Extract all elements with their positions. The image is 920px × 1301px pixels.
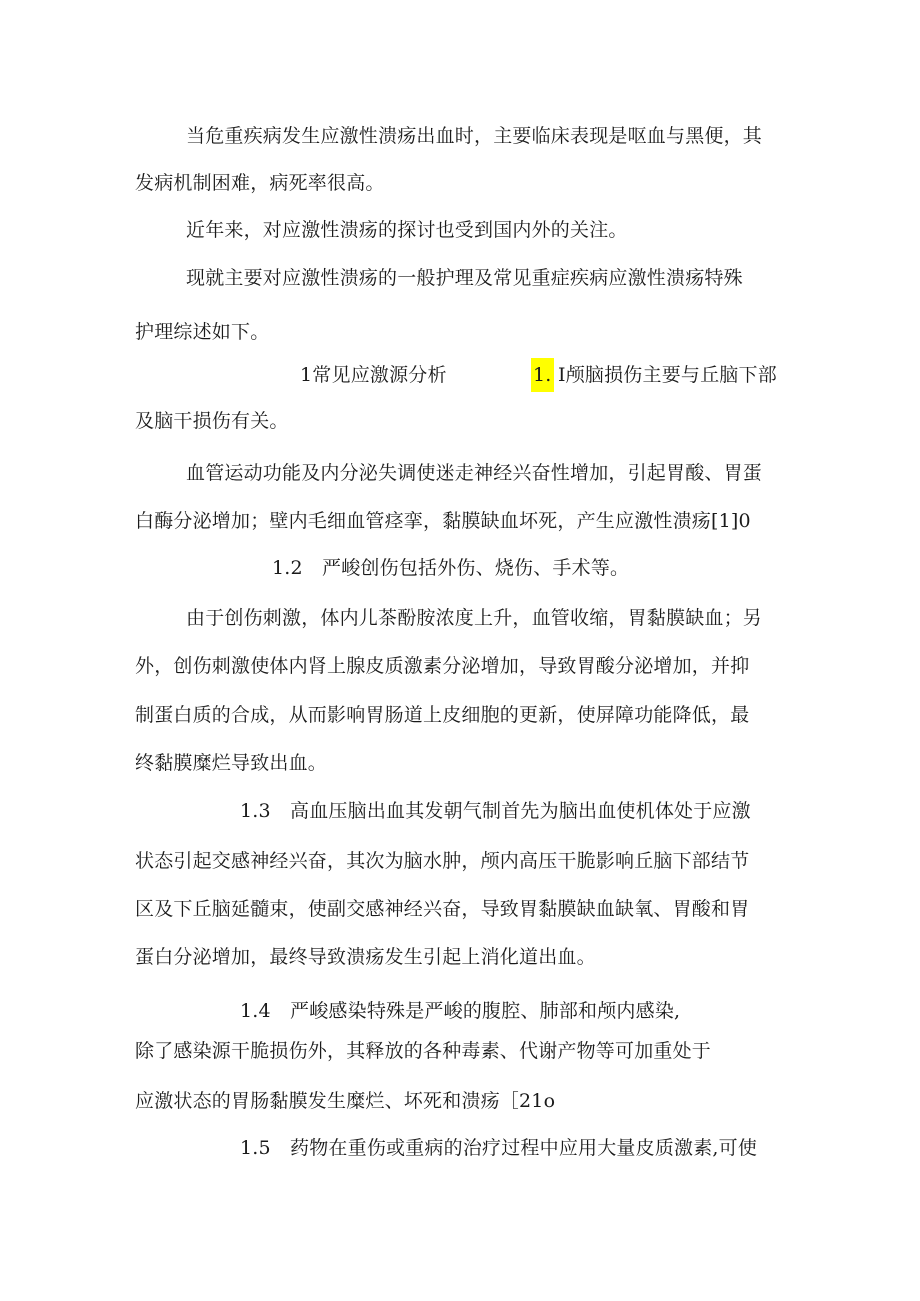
para-5-line-1: 血管运动功能及内分泌失调使迷走神经兴奋性增加，引起胃酸、胃蛋 [186, 462, 763, 484]
subsection-1-3-line-2: 状态引起交感神经兴奋，其次为脑水肿，颅内高压干脆影响丘脑下部结节 [135, 850, 750, 872]
highlighted-number [531, 358, 554, 392]
para-1-line-1: 当危重疾病发生应激性溃疡出血时，主要临床表现是呕血与黑便，其 [186, 125, 763, 147]
para-3-line-2: 护理综述如下。 [135, 321, 270, 343]
section-heading: 1常见应激源分析 [300, 364, 447, 386]
para-3-line-1: 现就主要对应激性溃疡的一般护理及常见重症疾病应激性溃疡特殊 [186, 267, 743, 289]
subsection-1-3-line-1: 1.3 高血压脑出血其发朝气制首先为脑出血使机体处于应激 [240, 800, 751, 822]
para-6-line-2: 外，创伤刺激使体内肾上腺皮质激素分泌增加，导致胃酸分泌增加，并抑 [135, 655, 750, 677]
subsection-1-3-line-4: 蛋白分泌增加，最终导致溃疡发生引起上消化道出血。 [135, 946, 596, 968]
para-6-line-4: 终黏膜糜烂导致出血。 [135, 752, 328, 774]
para-1-line-2: 发病机制困难，病死率很高。 [135, 172, 385, 194]
para-4-line-2: 及脑干损伤有关。 [135, 410, 289, 432]
para-2-line-1: 近年来，对应激性溃疡的探讨也受到国内外的关注。 [186, 219, 628, 241]
para-6-line-3: 制蛋白质的合成，从而影响胃肠道上皮细胞的更新，使屏障功能降低，最 [135, 704, 750, 726]
para-4-line-1: I颅脑损伤主要与丘脑下部 [558, 364, 777, 386]
subsection-1-2: 1.2 严峻创伤包括外伤、烧伤、手术等。 [272, 557, 630, 579]
subsection-1-4-line-1: 1.4 严峻感染特殊是严峻的腹腔、肺部和颅内感染, [240, 1000, 681, 1022]
subsection-1-4-line-3: 应激状态的胃肠黏膜发生糜烂、坏死和溃疡［21o [135, 1090, 556, 1112]
para-6-line-1: 由于创伤刺激，体内儿茶酚胺浓度上升，血管收缩，胃黏膜缺血；另 [186, 607, 763, 629]
subsection-1-5-line-1: 1.5 药物在重伤或重病的治疗过程中应用大量皮质激素,可使 [240, 1137, 758, 1159]
highlight-mark: 1. [531, 358, 554, 392]
para-5-line-2: 白酶分泌增加；壁内毛细血管痉挛，黏膜缺血坏死，产生应激性溃疡[1]0 [135, 510, 751, 532]
subsection-1-4-line-2: 除了感染源干脆损伤外，其释放的各种毒素、代谢产物等可加重处于 [135, 1040, 712, 1062]
subsection-1-3-line-3: 区及下丘脑延髓束，使副交感神经兴奋，导致胃黏膜缺血缺氧、胃酸和胃 [135, 898, 750, 920]
